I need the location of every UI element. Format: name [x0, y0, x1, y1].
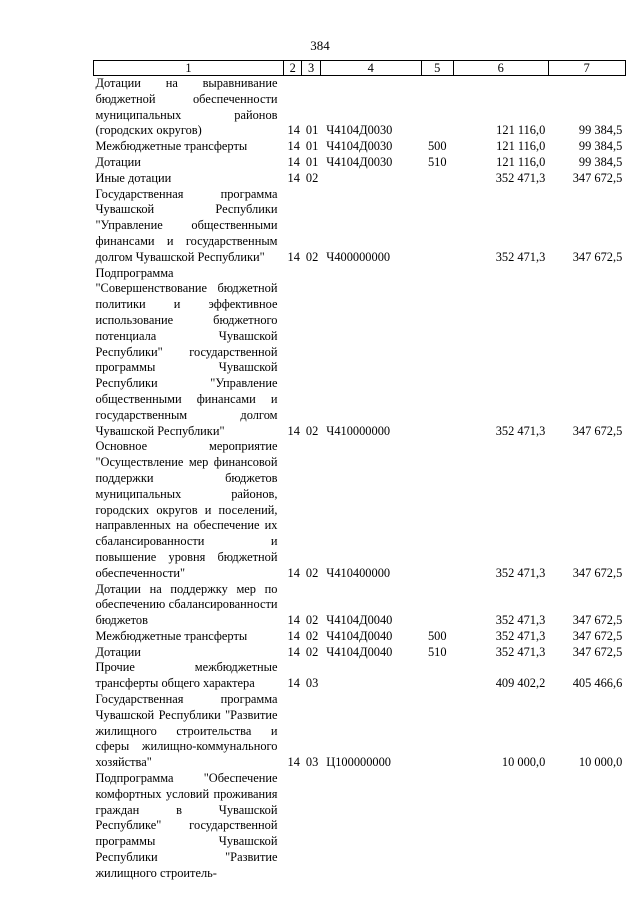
row-expense-type	[421, 771, 453, 882]
table-row	[94, 76, 626, 140]
row-name: Государственная программа Чувашской Республики "Управление общественными финансами и государственным долгом Чувашской Республики"	[95, 186, 278, 264]
col-header-6: 6	[453, 61, 548, 76]
row-section: 14	[287, 423, 300, 438]
row-name: Межбюджетные трансферты	[95, 139, 248, 154]
row-subsection: 02	[305, 565, 319, 580]
row-target-code: Ч410000000	[326, 423, 391, 438]
row-expense-type	[421, 660, 453, 692]
row-name: Подпрограмма "Совершенствование бюджетной политики и эффективное использование бюджетного потенциала Чувашской Республики" государственной программы Чувашской Республики "Управление общественными финансами и государственным долгом Чувашской Республики"	[95, 265, 278, 438]
row-target-code: Ц100000000	[326, 755, 391, 770]
col-header-4: 4	[320, 61, 421, 76]
row-subsection: 02	[305, 613, 319, 628]
row-expense-type	[421, 439, 453, 581]
row-amount-2: 347 672,5	[572, 613, 623, 628]
row-amount-1: 352 471,3	[495, 644, 546, 659]
col-header-1: 1	[94, 61, 284, 76]
row-section: 14	[287, 170, 300, 185]
column-number-row	[94, 61, 626, 76]
row-target-code	[320, 660, 421, 692]
row-amount-1: 352 471,3	[495, 613, 546, 628]
row-name: Подпрограмма "Обеспечение комфортных условий проживания граждан в Чувашской Республике" государственной программы Чувашской Республики "Развитие жилищного строитель-	[95, 771, 278, 880]
row-amount-2: 347 672,5	[572, 249, 623, 264]
row-amount-1: 121 116,0	[496, 154, 546, 169]
row-expense-type	[421, 187, 453, 266]
row-section: 14	[287, 644, 300, 659]
row-section: 14	[287, 676, 300, 691]
row-section: 14	[287, 613, 300, 628]
row-subsection: 02	[305, 423, 319, 438]
row-name: Дотации	[95, 154, 141, 169]
row-name: Дотации на выравнивание бюджетной обеспеченности муниципальных районов (городских округов)	[95, 76, 278, 138]
table-row	[94, 266, 626, 440]
row-name: Дотации	[95, 644, 141, 659]
row-expense-type	[421, 76, 453, 140]
row-amount-2: 347 672,5	[572, 628, 623, 643]
row-section: 14	[287, 154, 300, 169]
row-expense-type: 500	[427, 139, 447, 154]
row-amount-1: 121 116,0	[496, 123, 546, 138]
row-target-code	[320, 771, 421, 882]
col-header-3: 3	[302, 61, 320, 76]
row-target-code: Ч4104Д0040	[326, 613, 393, 628]
row-section: 14	[287, 249, 300, 264]
table-row	[94, 139, 626, 155]
row-subsection: 01	[305, 139, 319, 154]
row-amount-1: 409 402,2	[495, 676, 546, 691]
row-subsection	[302, 771, 320, 882]
table-row	[94, 771, 626, 882]
row-subsection: 02	[305, 170, 319, 185]
row-target-code: Ч4104Д0030	[326, 123, 393, 138]
row-amount-1: 352 471,3	[495, 170, 546, 185]
row-expense-type	[421, 582, 453, 629]
row-expense-type: 510	[427, 644, 447, 659]
col-header-2: 2	[284, 61, 302, 76]
table-row	[94, 692, 626, 771]
row-amount-1: 121 116,0	[496, 139, 546, 154]
row-amount-1: 352 471,3	[495, 249, 546, 264]
row-target-code: Ч4104Д0030	[326, 139, 393, 154]
row-subsection: 03	[305, 676, 319, 691]
row-section	[284, 771, 302, 882]
row-amount-2: 99 384,5	[578, 123, 623, 138]
row-section: 14	[287, 123, 300, 138]
row-amount-2: 347 672,5	[572, 170, 623, 185]
row-name: Основное мероприятие "Осуществление мер финансовой поддержки бюджетов муниципальных районов, городских округов и поселений, направленных на обеспечение их сбалансированности и повышение уровня бюджетной обеспеченности"	[95, 439, 278, 580]
table-row	[94, 582, 626, 629]
row-target-code: Ч410400000	[326, 565, 391, 580]
table-body	[94, 76, 626, 882]
row-expense-type: 510	[427, 154, 447, 169]
row-subsection: 01	[305, 154, 319, 169]
row-amount-2: 10 000,0	[578, 755, 623, 770]
budget-table	[93, 60, 626, 882]
row-expense-type	[421, 266, 453, 440]
row-subsection: 02	[305, 644, 319, 659]
row-target-code: Ч4104Д0040	[326, 628, 393, 643]
row-expense-type: 500	[427, 628, 447, 643]
row-section: 14	[287, 139, 300, 154]
col-header-5: 5	[421, 61, 453, 76]
row-amount-2	[548, 771, 625, 882]
page-number: 384	[310, 38, 330, 53]
row-name: Государственная программа Чувашской Республики "Развитие жилищного строительства и сферы жилищно-коммунального хозяйства"	[95, 692, 278, 770]
row-name: Дотации на поддержку мер по обеспечению сбалансированности бюджетов	[95, 581, 278, 628]
col-header-7: 7	[548, 61, 625, 76]
row-target-code: Ч4104Д0040	[326, 644, 393, 659]
row-expense-type	[421, 692, 453, 771]
row-section: 14	[287, 628, 300, 643]
row-amount-1: 352 471,3	[495, 628, 546, 643]
row-amount-2: 347 672,5	[572, 644, 623, 659]
row-amount-1: 352 471,3	[495, 565, 546, 580]
row-section: 14	[287, 755, 300, 770]
table-row	[94, 155, 626, 171]
row-subsection: 03	[305, 755, 319, 770]
table-row	[94, 629, 626, 645]
row-section: 14	[287, 565, 300, 580]
row-name: Межбюджетные трансферты	[95, 628, 248, 643]
row-amount-2: 99 384,5	[578, 154, 623, 169]
row-amount-1	[453, 771, 548, 882]
table-row	[94, 660, 626, 692]
row-amount-1: 10 000,0	[501, 755, 546, 770]
row-name: Прочие межбюджетные трансферты общего характера	[95, 660, 278, 691]
row-amount-2: 347 672,5	[572, 565, 623, 580]
row-subsection: 02	[305, 628, 319, 643]
row-amount-2: 405 466,6	[572, 676, 623, 691]
table-row	[94, 187, 626, 266]
row-name: Иные дотации	[95, 170, 172, 185]
table-row	[94, 645, 626, 661]
row-amount-2: 99 384,5	[578, 139, 623, 154]
row-target-code	[320, 171, 421, 187]
row-amount-2: 347 672,5	[572, 423, 623, 438]
row-target-code: Ч4104Д0030	[326, 154, 393, 169]
row-subsection: 01	[305, 123, 319, 138]
row-subsection: 02	[305, 249, 319, 264]
table-row	[94, 439, 626, 581]
table-row	[94, 171, 626, 187]
row-expense-type	[421, 171, 453, 187]
row-target-code: Ч400000000	[326, 249, 391, 264]
row-amount-1: 352 471,3	[495, 423, 546, 438]
